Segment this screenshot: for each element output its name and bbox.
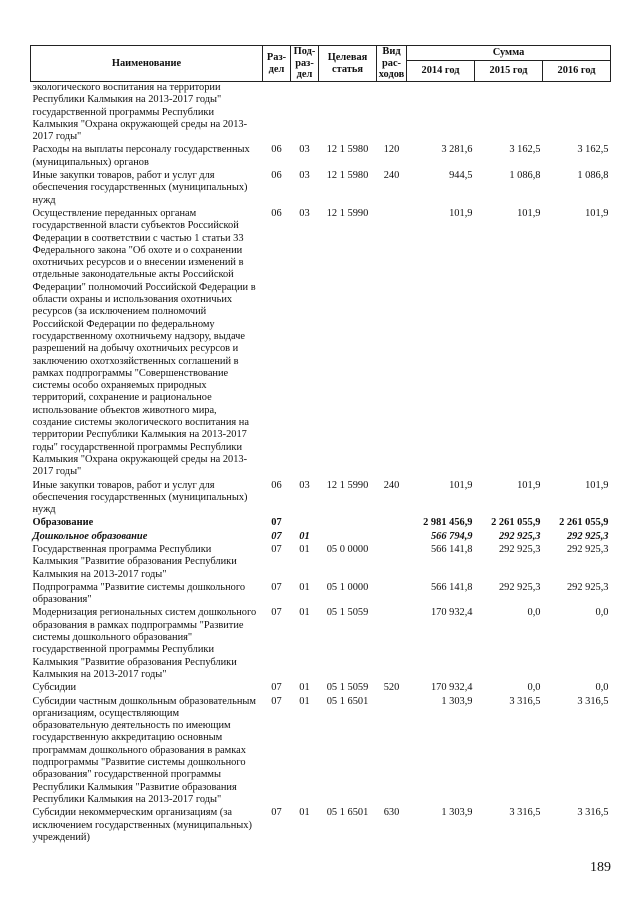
cell-name: Иные закупки товаров, работ и услуг для обеспечения государственных (муниципальных) нужд: [32, 170, 248, 206]
table-row: [31, 169, 611, 207]
cell-vid: [377, 543, 407, 581]
cell-name: Расходы на выплаты персоналу государственных (муниципальных) органов: [32, 144, 250, 168]
cell-name: Модернизация региональных систем дошкольного образования в рамках подпрограммы "Развитие системы дошкольного образования" государственной программы Республики Калмыкия "Развитие образования Республики Калмыкия на 2013-2017 годы": [32, 607, 257, 680]
cell-celevaya: 12 1 5990: [326, 207, 369, 219]
cell-razdel: [263, 82, 291, 144]
page-number: 189: [590, 860, 611, 875]
cell-celevaya: 05 1 5059: [326, 607, 369, 619]
cell-celevaya: 05 1 5059: [326, 682, 369, 694]
header-year-2015: 2015 год: [475, 61, 543, 82]
cell-podrazdel: [291, 82, 319, 144]
cell-vid: [377, 581, 407, 607]
cell-sum-2014: 3 281,6: [441, 144, 473, 156]
cell-sum-2014: 170 932,4: [430, 682, 473, 694]
cell-name: Субсидии: [32, 682, 77, 694]
cell-vid: [377, 530, 407, 543]
cell-sum-2015: 0,0: [527, 682, 541, 694]
cell-celevaya: 05 1 6501: [326, 695, 369, 707]
header-vid: Вид рас-ходов: [377, 46, 407, 82]
budget-table: [30, 45, 611, 844]
cell-sum-2014: 101,9: [449, 479, 473, 491]
cell-sum-2016: 101,9: [585, 479, 609, 491]
cell-razdel: 07: [271, 607, 282, 619]
cell-vid: [377, 82, 407, 144]
table-row: [31, 695, 611, 807]
cell-sum-2016: 2 261 055,9: [559, 517, 609, 529]
table-row: [31, 606, 611, 681]
cell-sum-2015: 292 925,3: [498, 581, 541, 593]
cell-sum-2016: 3 316,5: [577, 807, 609, 819]
cell-sum-2016: 0,0: [595, 682, 609, 694]
cell-razdel: 07: [271, 517, 282, 529]
cell-podrazdel: 01: [299, 682, 310, 694]
cell-razdel: 07: [271, 695, 282, 707]
cell-sum-2016: 1 086,8: [577, 170, 609, 182]
cell-podrazdel: [291, 516, 319, 529]
cell-sum-2015: 101,9: [517, 207, 541, 219]
cell-sum-2015: 3 316,5: [509, 695, 541, 707]
cell-razdel: 07: [271, 530, 282, 542]
cell-celevaya: 12 1 5980: [326, 144, 369, 156]
cell-sum-2015: 3 316,5: [509, 807, 541, 819]
cell-razdel: 07: [271, 581, 282, 593]
cell-vid: 630: [383, 807, 400, 819]
cell-podrazdel: 01: [299, 807, 310, 819]
cell-sum-2015: 1 086,8: [509, 170, 541, 182]
cell-razdel: 07: [271, 682, 282, 694]
cell-celevaya: [319, 530, 377, 543]
table-row: [31, 143, 611, 169]
cell-name: Дошкольное образование: [32, 530, 148, 542]
cell-name: Субсидии некоммерческим организациям (за исключением государственных (муниципальных) учреждений): [32, 807, 252, 843]
cell-vid: [377, 606, 407, 681]
cell-sum-2016: 292 925,3: [566, 543, 609, 555]
cell-celevaya: 12 1 5990: [326, 479, 369, 491]
table-row: [31, 516, 611, 529]
table-row: [31, 806, 611, 844]
table-row: [31, 82, 611, 144]
table-body: [31, 82, 611, 845]
header-summa: Сумма: [407, 46, 611, 61]
cell-sum-2016: 3 162,5: [577, 144, 609, 156]
cell-celevaya: 12 1 5980: [326, 170, 369, 182]
cell-razdel: 07: [271, 807, 282, 819]
cell-podrazdel: 03: [299, 207, 310, 219]
cell-sum-2014: 170 932,4: [430, 607, 473, 619]
cell-razdel: 06: [271, 479, 282, 491]
cell-name: Иные закупки товаров, работ и услуг для обеспечения государственных (муниципальных) нужд: [32, 479, 248, 516]
cell-podrazdel: 03: [299, 170, 310, 182]
cell-podrazdel: 03: [299, 144, 310, 156]
cell-sum-2015: [475, 82, 543, 144]
cell-razdel: 06: [271, 144, 282, 156]
cell-celevaya: 05 0 0000: [326, 543, 369, 555]
table-row: [31, 581, 611, 607]
cell-name: Государственная программа Республики Калмыкия "Развитие образования Республики Калмыкия на 2013-2017 годы": [32, 543, 237, 580]
cell-sum-2016: 292 925,3: [566, 581, 609, 593]
cell-razdel: 07: [271, 543, 282, 555]
table-row: [31, 530, 611, 543]
header-podrazdel: Под-раз-дел: [291, 46, 319, 82]
cell-razdel: 06: [271, 170, 282, 182]
table-row: [31, 543, 611, 581]
cell-celevaya: [319, 516, 377, 529]
table-row: [31, 479, 611, 517]
cell-vid: 240: [383, 479, 400, 491]
cell-sum-2016: [543, 82, 611, 144]
cell-podrazdel: 01: [299, 530, 310, 542]
cell-name: Образование: [32, 517, 94, 529]
header-year-2016: 2016 год: [543, 61, 611, 82]
cell-vid: [377, 516, 407, 529]
cell-sum-2015: 101,9: [517, 479, 541, 491]
cell-sum-2014: 566 141,8: [430, 543, 473, 555]
cell-sum-2014: 566 794,9: [430, 530, 473, 542]
header-celevaya: Целевая статья: [319, 46, 377, 82]
cell-celevaya: 05 1 0000: [326, 581, 369, 593]
cell-name: экологического воспитания на территории Республики Калмыкия на 2013-2017 годы" государственной программы Республики Калмыкия "Охрана окружающей среды на 2013-2017 годы": [32, 82, 248, 143]
table-row: [31, 207, 611, 479]
cell-podrazdel: 01: [299, 695, 310, 707]
cell-podrazdel: 03: [299, 479, 310, 491]
cell-sum-2014: 1 303,9: [441, 807, 473, 819]
cell-vid: 120: [383, 144, 400, 156]
cell-sum-2015: 3 162,5: [509, 144, 541, 156]
cell-sum-2014: 566 141,8: [430, 581, 473, 593]
cell-sum-2015: 292 925,3: [498, 543, 541, 555]
cell-sum-2016: 292 925,3: [566, 530, 609, 542]
cell-sum-2016: 0,0: [595, 607, 609, 619]
cell-podrazdel: 01: [299, 543, 310, 555]
header-year-2014: 2014 год: [407, 61, 475, 82]
cell-sum-2015: 2 261 055,9: [491, 517, 541, 529]
cell-sum-2014: 1 303,9: [441, 695, 473, 707]
cell-sum-2016: 3 316,5: [577, 695, 609, 707]
cell-vid: 240: [383, 170, 400, 182]
cell-sum-2016: 101,9: [585, 207, 609, 219]
cell-podrazdel: 01: [299, 607, 310, 619]
budget-page: [30, 45, 610, 844]
cell-vid: 520: [383, 682, 400, 694]
cell-podrazdel: 01: [299, 581, 310, 593]
cell-sum-2015: 0,0: [527, 607, 541, 619]
cell-name: Субсидии частным дошкольным образовательным организациям, осуществляющим образовательную деятельность по имеющим государственную аккредитацию основным программам дошкольного образования в рамках подпрограммы "Развитие системы дошкольного образования" государственной программы Республики Калмыкия "Развитие образования Республики Калмыкия на 2013-2017 годы": [32, 695, 256, 805]
cell-name: Подпрограмма "Развитие системы дошкольного образования": [32, 581, 246, 606]
cell-vid: [377, 695, 407, 807]
cell-celevaya: [319, 82, 377, 144]
cell-sum-2014: 944,5: [449, 170, 473, 182]
cell-vid: [377, 207, 407, 479]
cell-sum-2014: 2 981 456,9: [423, 517, 473, 529]
cell-razdel: 06: [271, 207, 282, 219]
cell-sum-2014: [407, 82, 475, 144]
cell-sum-2014: 101,9: [449, 207, 473, 219]
cell-celevaya: 05 1 6501: [326, 807, 369, 819]
cell-sum-2015: 292 925,3: [498, 530, 541, 542]
header-razdel: Раз-дел: [263, 46, 291, 82]
header-name: Наименование: [31, 46, 263, 82]
cell-name: Осуществление переданных органам государственной власти субъектов Российской Федерации в соответствии с частью 1 статьи 33 Федерального закона "Об охоте и о сохранении охотничьих ресурсов и о внесении изменений в отдельные законодательные акты Российской Федерации" полномочий Российской Федерации в области охраны и использования охотничьих ресурсов (за исключением полномочий Российской Федерации по федеральному государственному охотничьему надзору, выдаче разрешений на добычу охотничьих ресурсов и заключению охотхозяйственных соглашений в рамках подпрограммы "Совершенствование системы особо охраняемых природных территорий, сохранение и рациональное использование объектов животного мира, создание системы экологического воспитания на территории Республики Калмыкия на 2013-2017 годы" государственной программы Республики Калмыкия "Охрана окружающей среды на 2013-2017 годы": [32, 207, 256, 478]
table-row: [31, 681, 611, 694]
table-header: [31, 46, 611, 82]
